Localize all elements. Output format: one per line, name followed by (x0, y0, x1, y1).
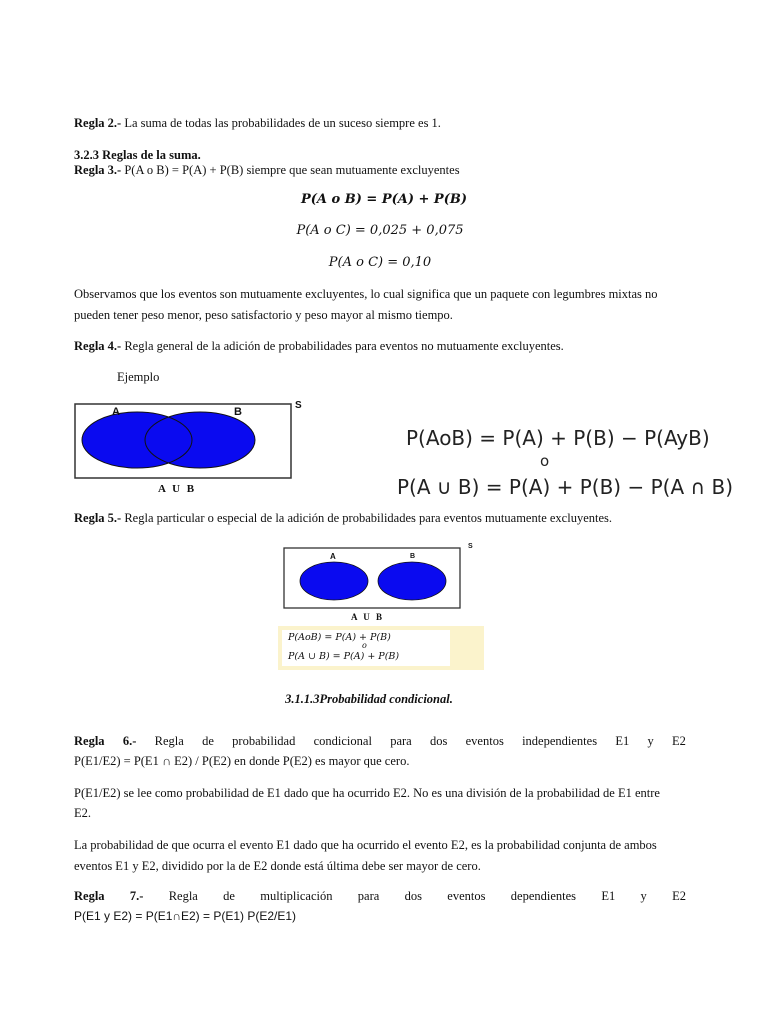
formula-exclusive-or: o (362, 641, 367, 650)
formula-exclusive-line-1: P(AoB) = P(A) + P(B) (288, 632, 391, 643)
regla2-label: Regla 2.- (74, 116, 122, 130)
regla6-word: independientes (522, 734, 598, 748)
venn2-circle-b (378, 562, 446, 600)
formula-general-or: o (540, 452, 550, 470)
regla2-text: La suma de todas las probabilidades de un suceso siempre es 1. (121, 116, 441, 130)
observe-line-2: pueden tener peso menor, peso satisfactorio y peso mayor al mismo tiempo. (74, 308, 453, 322)
regla7-word: 7.- (129, 889, 144, 903)
formula-general-line-2: P(A ∪ B) = P(A) + P(B) − P(A ∩ B) (397, 475, 733, 499)
venn1-label-b: B (234, 406, 242, 418)
venn2-label-a: A (330, 552, 336, 561)
observe-line-1: Observamos que los eventos son mutuamente excluyentes, lo cual significa que un paquete con legumbres mixtas no (74, 287, 658, 301)
regla7-word: multiplicación (260, 889, 333, 903)
regla6-word: E2 (672, 734, 686, 748)
regla5-paragraph (74, 508, 612, 528)
regla6-word: probabilidad (232, 734, 296, 748)
regla7-line-2: P(E1 y E2) = P(E1∩E2) = P(E1) P(E2/E1) (74, 909, 297, 923)
reads-line-2: E2. (74, 806, 92, 820)
joint-line-1: La probabilidad de que ocurra el evento E1 dado que ha ocurrido el evento E2, es la probabilidad conjunta de ambos (74, 838, 657, 852)
regla6-word: eventos (465, 734, 504, 748)
venn-diagram-disjoint (278, 540, 484, 626)
regla3-text: P(A o B) = P(A) + P(B) siempre que sean mutuamente excluyentes (121, 163, 460, 177)
formula-r3-1: P(A o B) = P(A) + P(B) (301, 192, 467, 207)
regla3-paragraph (74, 160, 460, 180)
formula-r3-3: P(A o C) = 0,10 (328, 255, 432, 270)
venn-diagram-overlapping (70, 396, 310, 496)
regla5-label: Regla 5.- (74, 511, 122, 525)
reads-line-1: P(E1/E2) se lee como probabilidad de E1 dado que ha ocurrido E2. No es una división de la probabilidad de E1 entre (74, 786, 660, 800)
regla7-word: Regla (74, 889, 105, 903)
regla6-word: condicional (313, 734, 372, 748)
regla6-word: dos (429, 734, 448, 748)
venn2-caption: A U B (351, 612, 385, 622)
venn2-label-s: S (468, 543, 473, 550)
venn1-caption: A U B (158, 483, 197, 495)
formula-r3-2: P(A o C) = 0,025 + 0,075 (296, 223, 464, 238)
regla7-word: E1 (601, 889, 616, 903)
regla7-line-1 (74, 886, 686, 906)
regla7-word: E2 (672, 889, 686, 903)
exclusive-formula-box (282, 630, 450, 666)
regla6-word: para (390, 734, 412, 748)
regla7-word: Regla (168, 889, 198, 903)
venn1-label-a: A (112, 406, 120, 418)
regla4-text: Regla general de la adición de probabilidades para eventos no mutuamente excluyentes. (121, 339, 564, 353)
formula-general-line-1: P(AoB) = P(A) + P(B) − P(AyB) (406, 426, 710, 450)
formula-exclusive-line-2: P(A ∪ B) = P(A) + P(B) (288, 651, 400, 662)
venn1-label-s: S (295, 400, 302, 411)
regla7-word: para (357, 889, 380, 903)
regla7-word: de (223, 889, 235, 903)
regla6-word: de (202, 734, 214, 748)
regla7-word: y (640, 889, 647, 903)
regla6-word: y (647, 734, 654, 748)
venn2-label-b: B (410, 553, 416, 560)
regla2-paragraph (74, 113, 441, 133)
regla4-label: Regla 4.- (74, 339, 122, 353)
venn2-circle-a (300, 562, 368, 600)
exclusive-figure (278, 540, 484, 670)
joint-line-2: eventos E1 y E2, dividido por la de E2 donde está última debe ser mayor de cero. (74, 859, 481, 873)
regla5-text: Regla particular o especial de la adición de probabilidades para eventos mutuamente excluyentes. (121, 511, 612, 525)
regla7-word: dos (404, 889, 422, 903)
regla7-word: dependientes (510, 889, 577, 903)
regla6-line-2: P(E1/E2) = P(E1 ∩ E2) / P(E2) en donde P(E2) es mayor que cero. (74, 754, 410, 768)
regla3-label: Regla 3.- (74, 163, 122, 177)
example-label: Ejemplo (117, 370, 160, 384)
regla7-word: eventos (447, 889, 486, 903)
section-heading-sum-rules: 3.2.3 Reglas de la suma. (74, 148, 201, 162)
section-heading-conditional: 3.1.1.3Probabilidad condicional. (285, 692, 453, 706)
regla6-word: E1 (615, 734, 630, 748)
regla6-word: 6.- (122, 734, 137, 748)
regla4-paragraph (74, 336, 564, 356)
regla6-line-1 (74, 731, 686, 751)
regla6-word: Regla (154, 734, 184, 748)
regla6-word: Regla (74, 734, 105, 748)
